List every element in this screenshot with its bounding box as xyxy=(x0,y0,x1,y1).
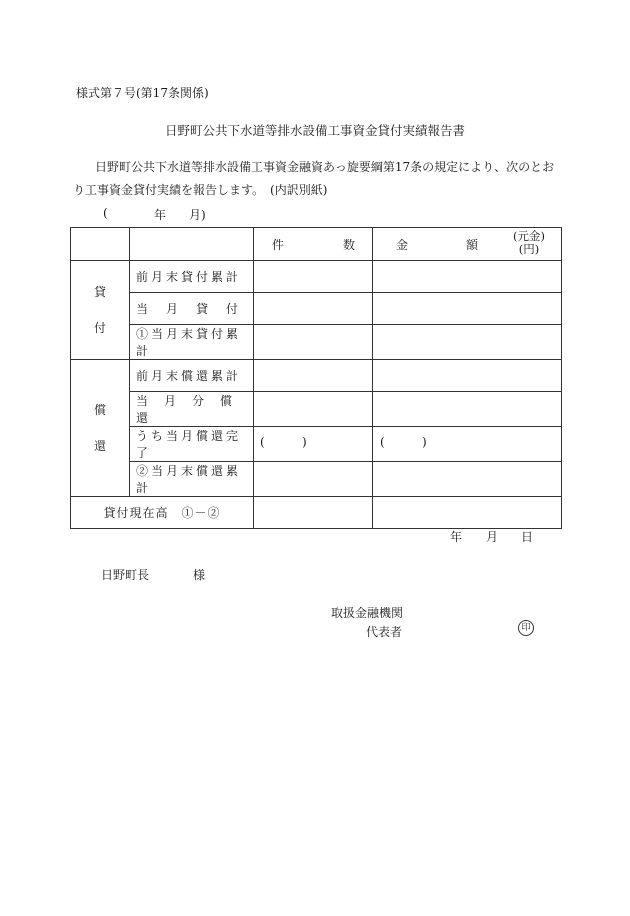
row-label: 前月末償還累計 xyxy=(130,360,254,392)
count-paren-close: ) xyxy=(302,435,307,449)
count-cell[interactable] xyxy=(254,392,373,427)
amount-cell[interactable] xyxy=(373,497,562,529)
amount-paren-open: ( xyxy=(380,435,385,449)
report-table xyxy=(70,227,562,529)
header-blank-1 xyxy=(71,228,130,261)
table-row xyxy=(71,360,562,392)
count-paren-open: ( xyxy=(260,435,265,449)
document-title: 日野町公共下水道等排水設備工事資金貸付実績報告書 xyxy=(164,123,465,138)
table-row xyxy=(71,427,562,462)
date-month: 月 xyxy=(486,530,499,544)
form-number: 様式第７号(第17条関係) xyxy=(76,86,209,100)
row-label: 前月末貸付累計 xyxy=(130,261,254,293)
count-cell[interactable] xyxy=(254,360,373,392)
header-unit-2: (円) xyxy=(518,242,540,256)
table-header-row xyxy=(71,228,562,261)
amount-paren-close: ) xyxy=(422,435,427,449)
header-amount-b: 額 xyxy=(466,238,479,252)
amount-cell[interactable] xyxy=(373,261,562,293)
intro-line-1: 日野町公共下水道等排水設備工事資金融資あっ旋要綱第17条の規定により、次のとお xyxy=(95,160,555,174)
table-row xyxy=(71,325,562,360)
header-count-a: 件 xyxy=(272,238,285,252)
row-label: うち当月償還完了 xyxy=(130,427,254,462)
ym-month: 月) xyxy=(189,208,206,222)
addressee-name: 日野町長 xyxy=(101,568,150,582)
count-cell[interactable] xyxy=(254,462,373,497)
table-row-total xyxy=(71,497,562,529)
representative-label: 代表者 xyxy=(366,625,403,639)
amount-cell[interactable] xyxy=(373,325,562,360)
amount-cell[interactable] xyxy=(373,392,562,427)
header-unit xyxy=(513,230,545,256)
intro-line-2: り工事資金貸付実績を報告します。 (内訳別紙) xyxy=(73,183,328,197)
table-row xyxy=(71,392,562,427)
seal-icon: 印 xyxy=(518,620,534,636)
table-row xyxy=(71,462,562,497)
ym-open-paren: ( xyxy=(103,206,108,220)
count-cell[interactable] xyxy=(254,427,373,462)
addressee-honorific: 様 xyxy=(193,568,206,582)
count-cell[interactable] xyxy=(254,325,373,360)
row-label: 当 月 分 償 還 xyxy=(130,392,254,427)
count-cell[interactable] xyxy=(254,497,373,529)
table-row xyxy=(71,293,562,325)
count-cell[interactable] xyxy=(254,293,373,325)
amount-cell[interactable] xyxy=(373,293,562,325)
date-year: 年 xyxy=(450,530,463,544)
header-amount xyxy=(373,228,562,261)
loan-section-label: 貸 付 xyxy=(71,261,130,360)
row-label: ②当月末償還累計 xyxy=(130,462,254,497)
header-unit-1: (元金) xyxy=(513,229,545,243)
total-label: 貸付現在高 ①－② xyxy=(71,497,254,529)
date-day: 日 xyxy=(521,530,534,544)
repay-section-label: 償 還 xyxy=(71,360,130,497)
amount-cell[interactable] xyxy=(373,360,562,392)
row-label: ①当月末貸付累計 xyxy=(130,325,254,360)
header-count-b: 数 xyxy=(343,238,356,252)
count-cell[interactable] xyxy=(254,261,373,293)
row-label: 当 月 貸 付 xyxy=(130,293,254,325)
ym-year: 年 xyxy=(154,208,167,222)
header-amount-a: 金 xyxy=(396,238,409,252)
institution-label: 取扱金融機関 xyxy=(331,606,404,620)
header-count xyxy=(254,228,373,261)
table-row xyxy=(71,261,562,293)
amount-cell[interactable] xyxy=(373,427,562,462)
header-blank-2 xyxy=(130,228,254,261)
amount-cell[interactable] xyxy=(373,462,562,497)
